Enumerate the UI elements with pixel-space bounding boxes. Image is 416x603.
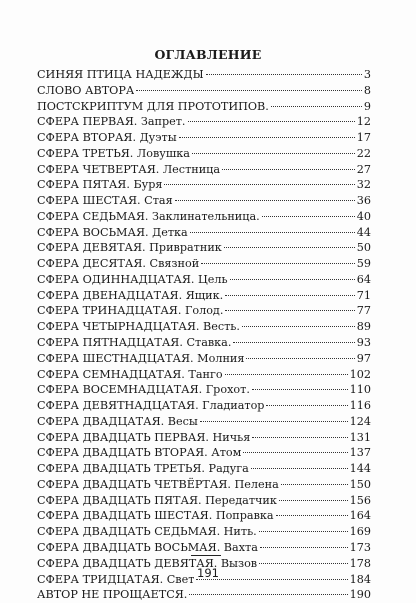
- dot-leader: [225, 295, 355, 296]
- toc-entry: [37, 288, 371, 304]
- dot-leader: [224, 247, 355, 248]
- toc-entry-page: 77: [356, 304, 371, 318]
- toc-entry-page: 102: [349, 367, 371, 381]
- toc-entry-label: СФЕРА ОДИННАДЦАТАЯ. Цель: [37, 272, 228, 286]
- toc-entry: [37, 493, 371, 509]
- dot-leader: [188, 121, 355, 122]
- toc-entry: [37, 398, 371, 414]
- toc-entry: [37, 319, 371, 335]
- toc-entry-page: 164: [349, 509, 371, 523]
- toc-entry: [37, 162, 371, 178]
- toc-entry-label: СФЕРА ВОСЕМНАДЦАТАЯ. Грохот.: [37, 383, 250, 397]
- toc-entry: [37, 461, 371, 477]
- toc-entry-page: 150: [349, 477, 371, 491]
- toc-entry: [37, 177, 371, 193]
- toc-entry-page: 89: [356, 320, 371, 334]
- toc-entry-page: 144: [349, 462, 371, 476]
- toc-entry-label: СФЕРА ВОСЬМАЯ. Детка: [37, 225, 188, 239]
- toc-entry-label: СФЕРА ДВАДЦАТЬ СЕДЬМАЯ. Нить.: [37, 525, 257, 539]
- toc-entry: [37, 524, 371, 540]
- toc-entry-label: СФЕРА ПЕРВАЯ. Запрет.: [37, 115, 186, 129]
- toc-entry-label: СФЕРА ДВАДЦАТЬ ЧЕТВЁРТАЯ. Пелена: [37, 477, 279, 491]
- toc-entry-page: 22: [356, 146, 371, 160]
- dot-leader: [179, 137, 355, 138]
- toc-entry-page: 93: [356, 336, 371, 350]
- toc-entry-page: 8: [363, 83, 371, 97]
- toc-entry-label: СФЕРА ТРИНАДЦАТАЯ. Голод.: [37, 304, 224, 318]
- toc-entry: [37, 508, 371, 524]
- toc-entry-page: 137: [349, 446, 371, 460]
- dot-leader: [200, 421, 348, 422]
- toc-entry-label: СИНЯЯ ПТИЦА НАДЕЖДЫ: [37, 68, 204, 81]
- toc-entry: [37, 367, 371, 383]
- toc-entry-label: СФЕРА ЧЕТЫРНАДЦАТАЯ. Весть.: [37, 320, 240, 334]
- toc-entry-page: 156: [349, 493, 371, 507]
- dot-leader: [233, 342, 354, 343]
- dot-leader: [259, 563, 348, 564]
- toc-entry-page: 116: [349, 399, 371, 413]
- toc-entry: [37, 67, 371, 83]
- toc-entry-label: АВТОР НЕ ПРОЩАЕТСЯ.: [37, 588, 188, 602]
- toc-entry-label: СФЕРА ДЕВЯТАЯ. Привратник: [37, 241, 222, 255]
- toc-entry: [37, 382, 371, 398]
- toc-entry-label: СФЕРА ДВЕНАДЦАТАЯ. Ящик.: [37, 288, 224, 302]
- toc-entry-label: СФЕРА ДВАДЦАТЬ ШЕСТАЯ. Поправка: [37, 509, 274, 523]
- toc-entry-page: 27: [356, 162, 371, 176]
- dot-leader: [246, 358, 354, 359]
- toc-entry-page: 184: [349, 572, 371, 586]
- dot-leader: [242, 326, 355, 327]
- table-of-contents: [37, 67, 371, 603]
- toc-entry: [37, 225, 371, 241]
- dot-leader: [136, 90, 362, 91]
- toc-entry: [37, 114, 371, 130]
- toc-entry-page: 178: [349, 556, 371, 570]
- dot-leader: [276, 515, 348, 516]
- toc-entry-page: 17: [356, 131, 371, 145]
- toc-entry-page: 3: [363, 68, 371, 81]
- dot-leader: [260, 547, 348, 548]
- toc-entry-page: 9: [363, 99, 371, 113]
- toc-entry-page: 12: [356, 115, 371, 129]
- toc-entry-page: 32: [356, 178, 371, 192]
- dot-leader: [206, 74, 362, 75]
- dot-leader: [262, 216, 355, 217]
- toc-entry: [37, 587, 371, 603]
- dot-leader: [252, 437, 347, 438]
- toc-entry-label: СФЕРА ДВАДЦАТЬ ВТОРАЯ. Атом: [37, 446, 242, 460]
- toc-entry-page: 50: [356, 241, 371, 255]
- dot-leader: [279, 500, 348, 501]
- toc-entry: [37, 83, 371, 99]
- toc-entry-label: СФЕРА ТРЕТЬЯ. Ловушка: [37, 146, 190, 160]
- toc-entry-page: 44: [356, 225, 371, 239]
- toc-entry: [37, 477, 371, 493]
- toc-entry: [37, 540, 371, 556]
- dot-leader: [225, 310, 354, 311]
- dot-leader: [222, 169, 355, 170]
- toc-entry: [37, 303, 371, 319]
- dot-leader: [201, 263, 355, 264]
- toc-entry-page: 97: [356, 351, 371, 365]
- dot-leader: [259, 531, 348, 532]
- dot-leader: [230, 279, 355, 280]
- toc-entry: [37, 351, 371, 367]
- toc-entry-page: 36: [356, 194, 371, 208]
- toc-entry-label: СФЕРА ПЯТНАДЦАТАЯ. Ставка.: [37, 336, 232, 350]
- toc-entry-label: СФЕРА ЧЕТВЕРТАЯ. Лестница: [37, 162, 221, 176]
- dot-leader: [189, 594, 347, 595]
- toc-entry-page: 169: [349, 525, 371, 539]
- toc-entry-label: СЛОВО АВТОРА: [37, 83, 135, 97]
- toc-entry-page: 190: [349, 588, 371, 602]
- page-number: 191: [197, 566, 219, 580]
- toc-entry-page: 59: [356, 257, 371, 271]
- toc-entry-label: ПОСТСКРИПТУМ ДЛЯ ПРОТОТИПОВ.: [37, 99, 269, 113]
- toc-entry: [37, 272, 371, 288]
- toc-entry-label: СФЕРА ДЕСЯТАЯ. Связной: [37, 257, 200, 271]
- toc-entry-page: 124: [349, 414, 371, 428]
- toc-entry-label: СФЕРА ДВАДЦАТЬ ПЕРВАЯ. Ничья: [37, 430, 251, 444]
- toc-entry-label: СФЕРА ВТОРАЯ. Дуэты: [37, 131, 177, 145]
- toc-entry-label: СФЕРА ДВАДЦАТЬ ПЯТАЯ. Передатчик: [37, 493, 277, 507]
- dot-leader: [271, 106, 362, 107]
- toc-entry-page: 71: [356, 288, 371, 302]
- toc-entry: [37, 146, 371, 162]
- dot-leader: [190, 232, 355, 233]
- toc-entry-label: СФЕРА ШЕСТНАДЦАТАЯ. Молния: [37, 351, 245, 365]
- toc-entry: [37, 240, 371, 256]
- toc-entry-page: 173: [349, 540, 371, 554]
- toc-entry: [37, 414, 371, 430]
- toc-entry-page: 131: [349, 430, 371, 444]
- toc-entry-label: СФЕРА СЕМНАДЦАТАЯ. Танго: [37, 367, 223, 381]
- toc-entry-label: СФЕРА ДВАДЦАТАЯ. Весы: [37, 414, 198, 428]
- toc-entry-label: СФЕРА ТРИДЦАТАЯ. Свет: [37, 572, 195, 586]
- toc-entry: [37, 256, 371, 272]
- dot-leader: [225, 374, 348, 375]
- toc-entry-label: СФЕРА ШЕСТАЯ. Стая: [37, 194, 173, 208]
- dot-leader: [266, 405, 347, 406]
- toc-entry-label: СФЕРА ДВАДЦАТЬ ТРЕТЬЯ. Радуга: [37, 462, 249, 476]
- toc-entry-label: СФЕРА ДВАДЦАТЬ ДЕВЯТАЯ. Вызов: [37, 556, 258, 570]
- dot-leader: [175, 200, 355, 201]
- toc-entry: [37, 430, 371, 446]
- dot-leader: [251, 468, 348, 469]
- toc-entry-page: 110: [349, 383, 371, 397]
- toc-entry: [37, 209, 371, 225]
- toc-entry-page: 40: [356, 209, 371, 223]
- toc-entry-page: 64: [356, 272, 371, 286]
- dot-leader: [281, 484, 348, 485]
- dot-leader: [252, 389, 348, 390]
- dot-leader: [164, 184, 354, 185]
- toc-entry: [37, 445, 371, 461]
- toc-entry: [37, 130, 371, 146]
- dot-leader: [243, 452, 347, 453]
- toc-entry-label: СФЕРА ДВАДЦАТЬ ВОСЬМАЯ. Вахта: [37, 540, 258, 554]
- toc-entry-label: СФЕРА СЕДЬМАЯ. Заклинательница.: [37, 209, 260, 223]
- toc-entry-label: СФЕРА ПЯТАЯ. Буря: [37, 178, 163, 192]
- toc-title: ОГЛАВЛЕНИЕ: [154, 47, 262, 62]
- dot-leader: [192, 153, 355, 154]
- toc-entry-label: СФЕРА ДЕВЯТНАДЦАТАЯ. Гладиатор: [37, 399, 265, 413]
- toc-entry: [37, 193, 371, 209]
- toc-entry: [37, 335, 371, 351]
- toc-entry: [37, 99, 371, 115]
- footer-divider: [191, 555, 221, 556]
